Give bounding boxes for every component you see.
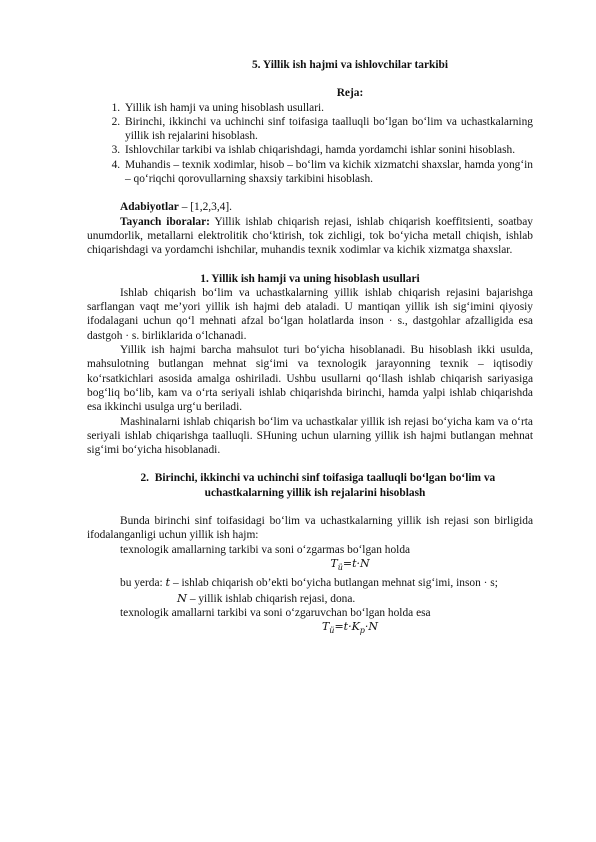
section2-title-line2: uchastkalarning yillik ish rejalarini hisoblash <box>204 486 426 499</box>
literature-line <box>87 200 533 214</box>
section2-paragraph: Bunda birinchi sinf toifasidagi bo‘lim va uchastkalarning yillik ish rejasi son birligida ifodalanganligi uchun yillik ish hajm: <box>87 515 533 542</box>
document-page <box>87 58 533 639</box>
section2-title <box>87 471 533 500</box>
plan-item: 2. Birinchi, ikkinchi va uchinchi sinf toifasiga taalluqli bo‘lgan bo‘lim va uchastkalarning yillik ish rejalarini hisoblash. <box>123 115 533 144</box>
section1-paragraph: Yillik ish hajmi barcha mahsulot turi bo‘yicha hisoblanadi. Bu hisoblash ikki usulda, mahsulotning butlangan mehnat sig‘imi va texnologik jarayonning texnik – iqtisodiy ko‘rsatkichlari asosida amalga oshiriladi. Ushbu usullarni qo‘llash ishlab chiqarish sariyasiga bog‘liq bo‘lib, kam va o‘rta seriyali ishlab chiqarishda birinchi, hamda yalpi ishlab chiqarishda esa ikkinchi usulga urg‘u beriladi. <box>87 344 533 414</box>
plan-item: 3. Ishlovchilar tarkibi va ishlab chiqarishdagi, hamda yordamchi ishlar sonini hisoblash. <box>123 143 533 157</box>
keywords-paragraph <box>87 215 533 258</box>
section2-title-line1: 2. Birinchi, ikkinchi va uchinchi sinf toifasiga taalluqli bo‘lgan bo‘lim va <box>107 471 523 485</box>
literature-text: – [1,2,3,4]. <box>178 201 233 214</box>
section2-paragraph: texnologik amallarni tarkibi va soni o‘zgaruvchan bo‘lgan holda esa <box>120 606 431 619</box>
document-title: 5. Yillik ish hajmi va ishlovchilar tarkibi <box>251 59 449 71</box>
where-n-line: N – yillik ishlab chiqarish rejasi, dona. <box>177 590 356 605</box>
section2-paragraph: texnologik amallarning tarkibi va soni o‘zgarmas bo‘lgan holda <box>120 543 411 556</box>
section2-number: 2. <box>140 472 149 485</box>
where-t-line: bu yerda: t – ishlab chiqarish ob’ekti bo‘yicha butlangan mehnat sig‘imi, inson · s; <box>120 575 498 590</box>
plan-heading: Reja: <box>336 87 364 100</box>
section1-paragraph: Ishlab chiqarish bo‘lim va uchastkalarning yillik ishlab chiqarish rejasini bajarishga sarflangan vaqt me’yori yillik ish hajmi deb ataladi. U mantiqan yillik ish sig‘imini qiyosiy ifodalagani uchun qo‘l mehnati afzal bo‘lgan holatlarda inson · s., dastgohlar afzalligida esa dastgoh · s. birliklarida o‘lchanadi. <box>87 286 533 342</box>
formula-1: $T_ü=t\cdot N$ <box>330 556 370 573</box>
section1-title: 1. Yillik ish hamji va uning hisoblash usullari <box>200 272 420 285</box>
plan-list <box>87 101 533 187</box>
plan-item: 1. Yillik ish hamji va uning hisoblash usullari. <box>123 101 533 115</box>
keywords-label: Tayanch iboralar: <box>120 215 210 228</box>
literature-label: Adabiyotlar <box>120 201 179 214</box>
section1-paragraph: Mashinalarni ishlab chiqarish bo‘lim va uchastkalar yillik ish rejasi bo‘yicha kam va o‘rta seriyali ishlab chiqarishga taalluqli. SHuning uchun ularning yillik ish hajmi butlangan mehnat sig‘imi bo‘yicha hisoblanadi. <box>87 415 533 457</box>
formula-2: $T_ü=t\cdot K_p\cdot N$ <box>321 620 379 636</box>
plan-item: 4. Muhandis – texnik xodimlar, hisob – bo‘lim va kichik xizmatchi shaxslar, hamda yong‘in – qo‘riqchi qorovullarning shaxsiy tarkibini hisoblash. <box>123 158 533 187</box>
keywords-text: Yillik ishlab chiqarish rejasi, ishlab chiqarish koeffitsienti, soatbay unumdorlik, metallarni elektrolitik cho‘ktirish, tok zichligi, tok bo‘yicha metall chiqish, ishlab chiqarishdagi va yordamchi ishchilar, muhandis texnik xodimlar va kichik xizmatga shaxslar. <box>87 215 533 257</box>
